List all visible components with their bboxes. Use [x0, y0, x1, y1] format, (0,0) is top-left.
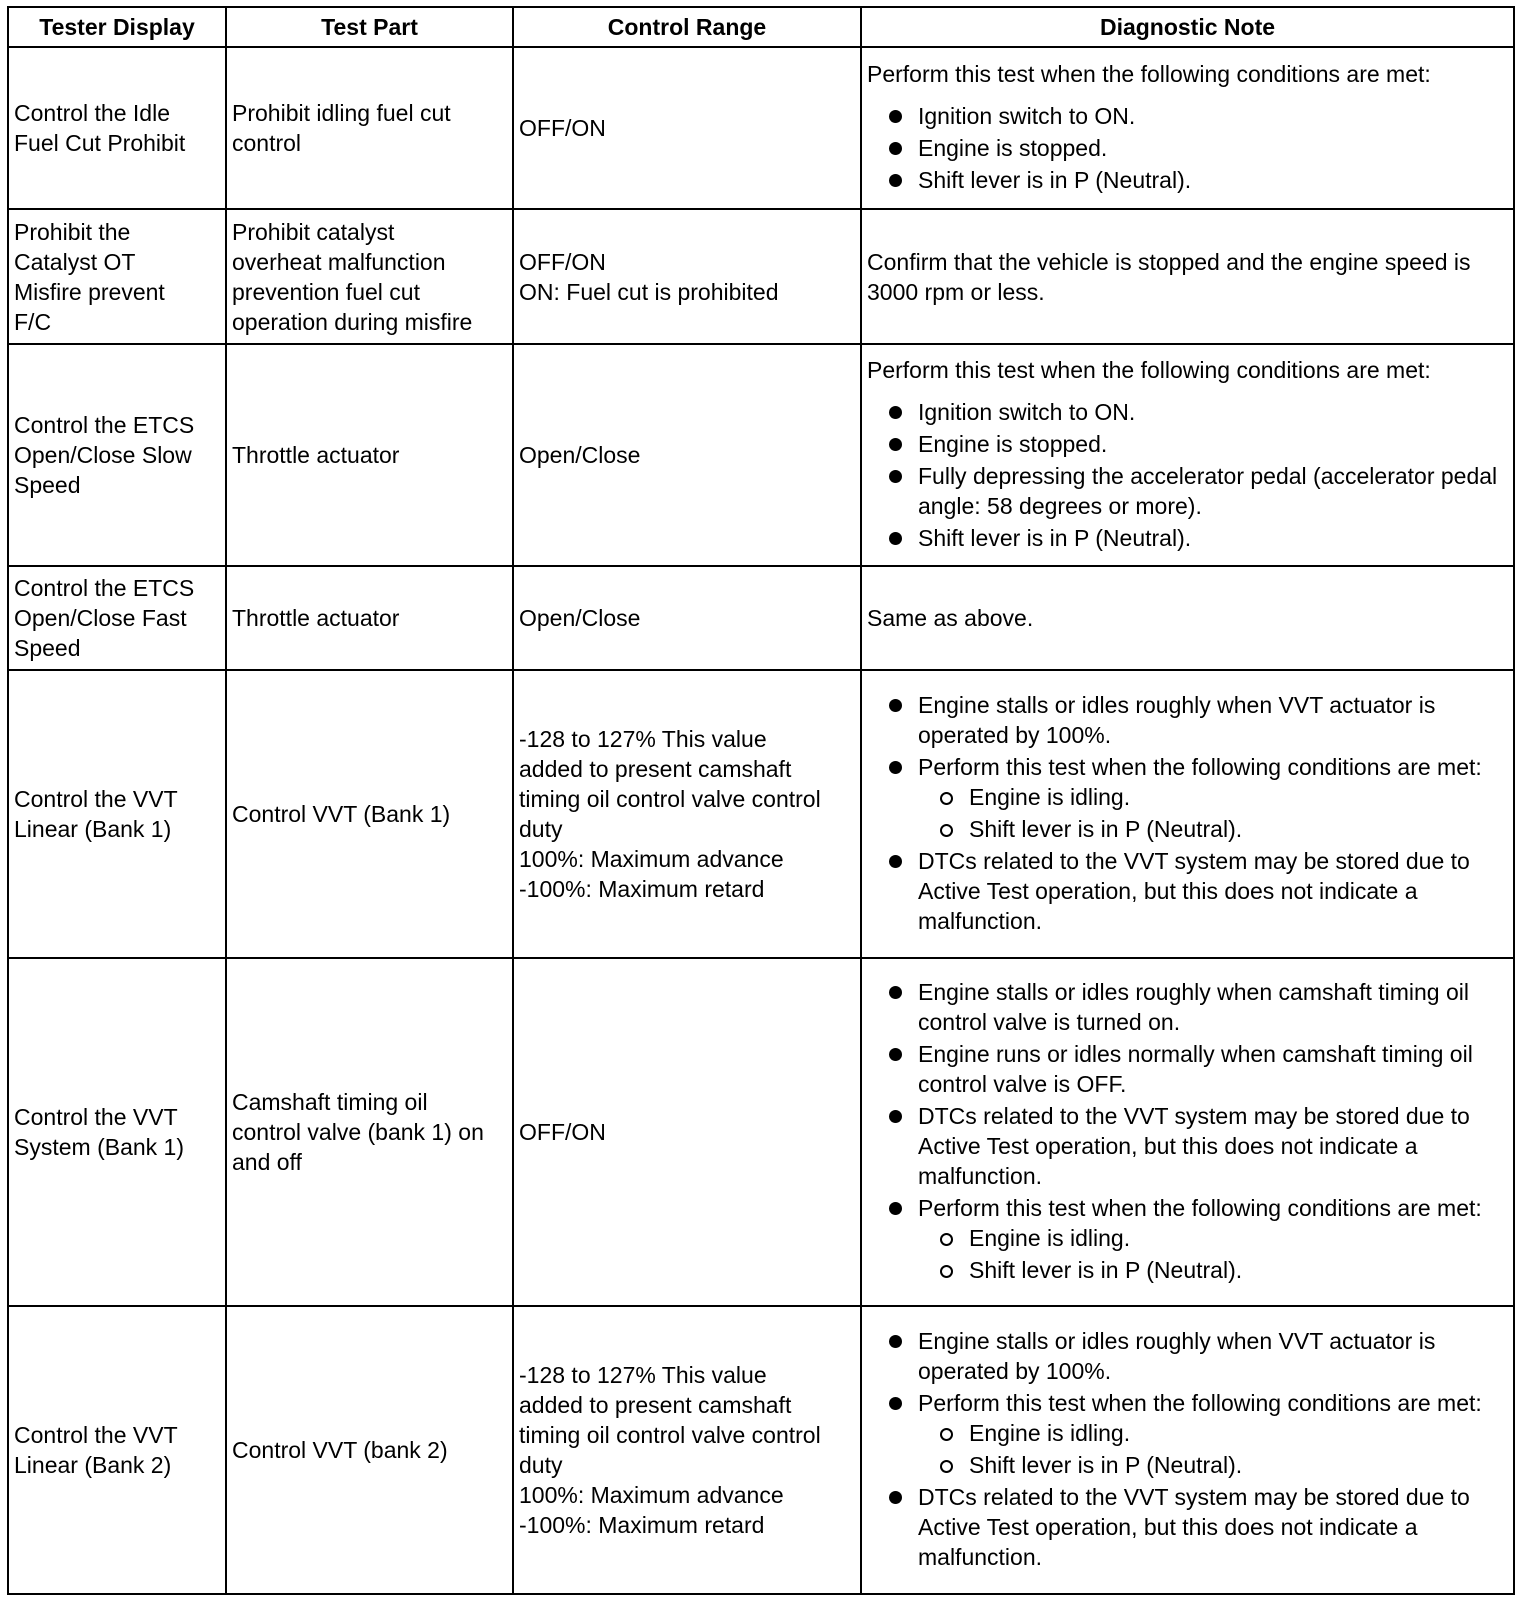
- note-intro: Perform this test when the following conditions are met:: [867, 357, 1431, 383]
- note-intro: Perform this test when the following conditions are met:: [867, 61, 1431, 87]
- note-sub-list: [918, 782, 1508, 844]
- note-bullet-list: [867, 101, 1508, 195]
- table-row: [8, 1306, 1514, 1594]
- note-bullet: Engine is stopped.: [867, 429, 1508, 459]
- tester-display-cell: Prohibit the Catalyst OT Misfire prevent F/C: [8, 209, 226, 344]
- diagnostic-note-cell: [861, 344, 1514, 566]
- table-row: [8, 670, 1514, 958]
- note-sub-list: [918, 1418, 1508, 1480]
- note-bullet: Engine stalls or idles roughly when VVT actuator is operated by 100%.: [867, 1326, 1508, 1386]
- note-bullet: Shift lever is in P (Neutral).: [867, 165, 1508, 195]
- diagnostic-note-cell: [861, 958, 1514, 1306]
- table-row: [8, 344, 1514, 566]
- test-part-cell: Throttle actuator: [226, 344, 513, 566]
- note-bullet-text: Perform this test when the following conditions are met:: [918, 1390, 1482, 1416]
- tester-display-cell: Control the VVT Linear (Bank 1): [8, 670, 226, 958]
- note-bullet: DTCs related to the VVT system may be stored due to Active Test operation, but this does not indicate a malfunction.: [867, 1482, 1508, 1572]
- diagnostic-note-cell: Same as above.: [861, 566, 1514, 670]
- table-row: [8, 47, 1514, 209]
- diagnostic-note-cell: [861, 670, 1514, 958]
- note-bullet: [867, 1388, 1508, 1480]
- note-bullet: Engine runs or idles normally when camshaft timing oil control valve is OFF.: [867, 1039, 1508, 1099]
- note-sub-bullet: Shift lever is in P (Neutral).: [918, 1255, 1508, 1285]
- note-bullet: DTCs related to the VVT system may be stored due to Active Test operation, but this does not indicate a malfunction.: [867, 846, 1508, 936]
- table-row: [8, 958, 1514, 1306]
- tester-display-cell: Control the ETCS Open/Close Fast Speed: [8, 566, 226, 670]
- tester-display-cell: Control the VVT System (Bank 1): [8, 958, 226, 1306]
- control-range-cell: Open/Close: [513, 344, 861, 566]
- active-test-table: [7, 6, 1515, 1595]
- tester-display-cell: Control the Idle Fuel Cut Prohibit: [8, 47, 226, 209]
- table-row: [8, 209, 1514, 344]
- test-part-cell: Throttle actuator: [226, 566, 513, 670]
- note-bullet: Ignition switch to ON.: [867, 101, 1508, 131]
- header-test-part: Test Part: [226, 7, 513, 47]
- note-bullet: Ignition switch to ON.: [867, 397, 1508, 427]
- control-range-cell: Open/Close: [513, 566, 861, 670]
- header-diagnostic-note: Diagnostic Note: [861, 7, 1514, 47]
- note-bullet-text: Perform this test when the following conditions are met:: [918, 754, 1482, 780]
- note-bullet: Fully depressing the accelerator pedal (accelerator pedal angle: 58 degrees or more).: [867, 461, 1508, 521]
- note-bullet-list: [867, 1326, 1508, 1572]
- note-bullet-list: [867, 977, 1508, 1285]
- note-bullet: [867, 752, 1508, 844]
- note-sub-bullet: Engine is idling.: [918, 782, 1508, 812]
- note-bullet: DTCs related to the VVT system may be stored due to Active Test operation, but this does not indicate a malfunction.: [867, 1101, 1508, 1191]
- diagnostic-note-cell: [861, 47, 1514, 209]
- test-part-cell: Prohibit catalyst overheat malfunction prevention fuel cut operation during misfire: [226, 209, 513, 344]
- control-range-cell: -128 to 127% This value added to present camshaft timing oil control valve control duty 100%: Maximum advance -100%: Maximum retard: [513, 1306, 861, 1594]
- diagnostic-note-cell: Confirm that the vehicle is stopped and the engine speed is 3000 rpm or less.: [861, 209, 1514, 344]
- note-bullet: Engine is stopped.: [867, 133, 1508, 163]
- note-sub-bullet: Shift lever is in P (Neutral).: [918, 814, 1508, 844]
- note-bullet: [867, 1193, 1508, 1285]
- note-sub-bullet: Shift lever is in P (Neutral).: [918, 1450, 1508, 1480]
- note-sub-list: [918, 1223, 1508, 1285]
- tester-display-cell: Control the ETCS Open/Close Slow Speed: [8, 344, 226, 566]
- note-bullet: Engine stalls or idles roughly when VVT actuator is operated by 100%.: [867, 690, 1508, 750]
- test-part-cell: Camshaft timing oil control valve (bank 1) on and off: [226, 958, 513, 1306]
- table-row: [8, 566, 1514, 670]
- tester-display-cell: Control the VVT Linear (Bank 2): [8, 1306, 226, 1594]
- test-part-cell: Prohibit idling fuel cut control: [226, 47, 513, 209]
- note-bullet-text: Perform this test when the following conditions are met:: [918, 1195, 1482, 1221]
- note-bullet: Engine stalls or idles roughly when camshaft timing oil control valve is turned on.: [867, 977, 1508, 1037]
- table-header-row: [8, 7, 1514, 47]
- control-range-cell: OFF/ON: [513, 47, 861, 209]
- control-range-cell: -128 to 127% This value added to present camshaft timing oil control valve control duty 100%: Maximum advance -100%: Maximum retard: [513, 670, 861, 958]
- test-part-cell: Control VVT (Bank 1): [226, 670, 513, 958]
- header-tester-display: Tester Display: [8, 7, 226, 47]
- note-bullet-list: [867, 397, 1508, 553]
- header-control-range: Control Range: [513, 7, 861, 47]
- note-sub-bullet: Engine is idling.: [918, 1418, 1508, 1448]
- diagnostic-note-cell: [861, 1306, 1514, 1594]
- note-sub-bullet: Engine is idling.: [918, 1223, 1508, 1253]
- note-bullet: Shift lever is in P (Neutral).: [867, 523, 1508, 553]
- control-range-cell: OFF/ON: [513, 958, 861, 1306]
- test-part-cell: Control VVT (bank 2): [226, 1306, 513, 1594]
- control-range-cell: OFF/ON ON: Fuel cut is prohibited: [513, 209, 861, 344]
- note-bullet-list: [867, 690, 1508, 936]
